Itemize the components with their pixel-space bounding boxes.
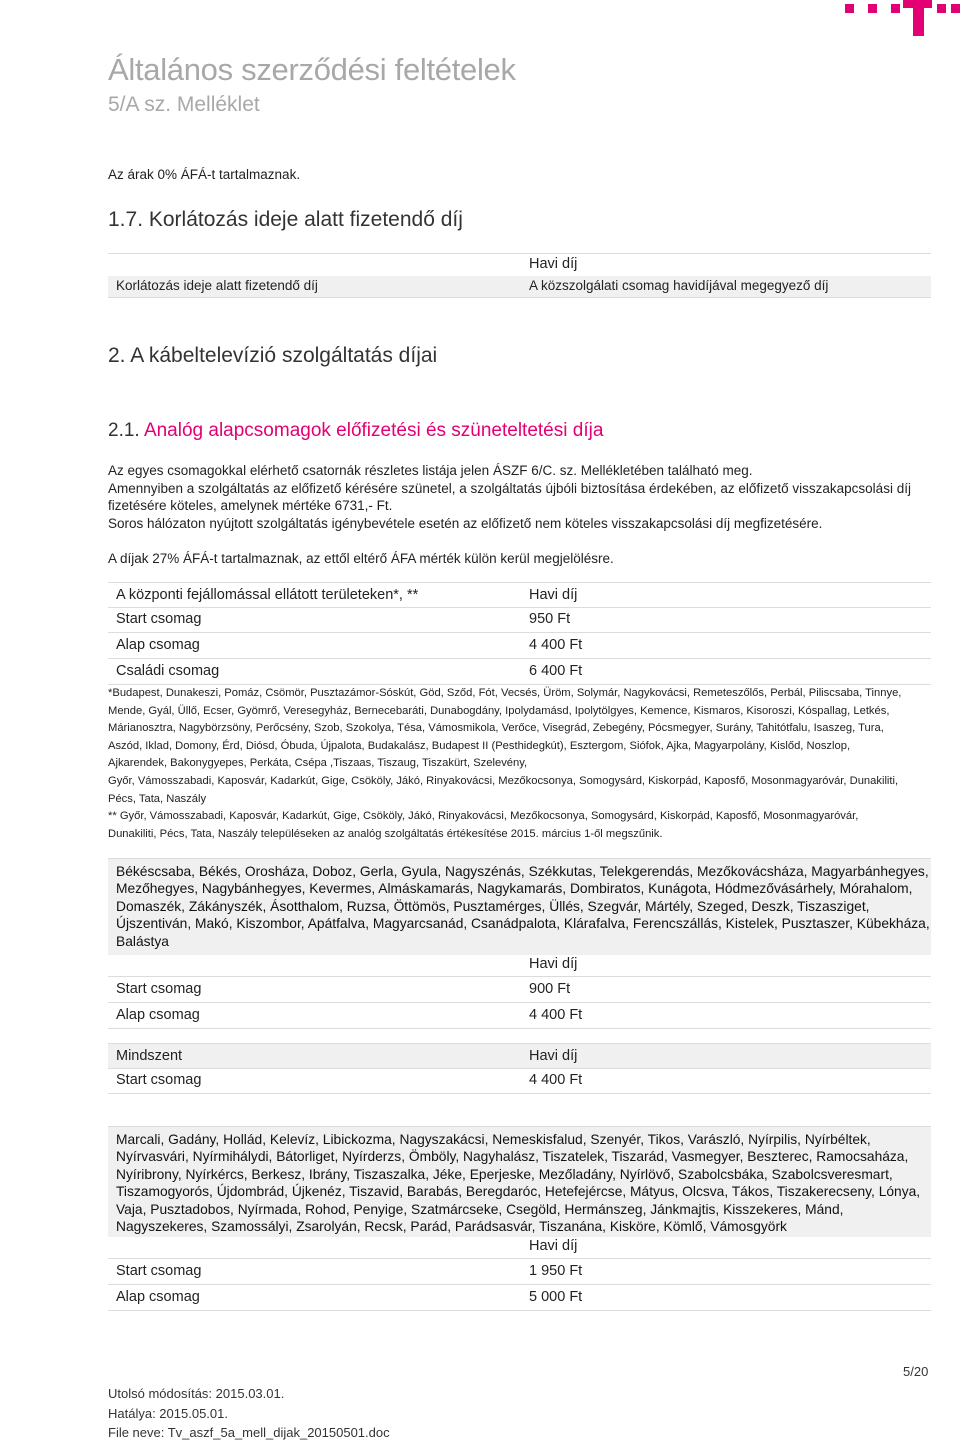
footnote-line: Győr, Vámosszabadi, Kaposvár, Kadarkút, Gige, Csököly, Jákó, Rinyakovácsi, Mezőkocsonya, Somogysárd, Kiskorpád, Kaposfő, Mosonmagyaróvár, Dunakiliti,	[108, 774, 899, 787]
section-2-heading: 2. A kábeltelevízió szolgáltatás díjai	[108, 344, 438, 367]
row-label: Start csomag	[116, 611, 202, 627]
vat-note: Az árak 0% ÁFÁ-t tartalmaznak.	[108, 167, 301, 182]
table-header-row	[108, 1043, 931, 1069]
section-1-7-heading: 1.7. Korlátozás ideje alatt fizetendő díj	[108, 208, 463, 231]
row-value: 4 400 Ft	[529, 1072, 583, 1088]
table-row	[108, 659, 931, 685]
document-title: Általános szerződési feltételek	[108, 52, 516, 87]
footer-modified: Utolsó módosítás: 2015.03.01.	[108, 1386, 285, 1401]
footnote-line: Ajkarendek, Bakonygyepes, Perkáta, Csépa ,Tiszaas, Tiszaug, Tiszakürt, Szelevény,	[108, 757, 528, 770]
row-value: 1 950 Ft	[529, 1263, 583, 1279]
page-number: 5/20	[903, 1364, 929, 1379]
row-label: Alap csomag	[116, 1007, 200, 1023]
row-value: 4 400 Ft	[529, 637, 583, 653]
footnote-line: Márianosztra, Nagybörzsöny, Perőcsény, Szob, Szokolya, Tésa, Vámosmikola, Verőce, Visegrád, Zebegény, Pócsmegyer, Surány, Tahitótfalu, Isaszeg, Tura,	[108, 722, 884, 735]
header-value: Havi díj	[529, 1048, 578, 1064]
table-row	[108, 276, 931, 298]
footnote-line: *Budapest, Dunakeszi, Pomáz, Csömör, Pusztazámor-Sóskút, Göd, Sződ, Fót, Vecsés, Üröm, Solymár, Nagykovácsi, Remeteszőlős, Perbál, Piliscsaba, Tinnye,	[108, 687, 902, 699]
header-value: Havi díj	[529, 1238, 578, 1254]
table-row	[108, 977, 931, 1003]
paragraph-serial: Soros hálózaton nyújtott szolgáltatás igénybevétele esetén az előfizető nem köteles visszakapcsolási díj megfizetésére.	[108, 516, 823, 531]
row-label: Start csomag	[116, 1072, 202, 1088]
row-label: Alap csomag	[116, 637, 200, 653]
row-label: Start csomag	[116, 1263, 202, 1279]
footnote-line: Mende, Gyál, Üllő, Ecser, Gyömrő, Veresegyház, Bernecebaráti, Dunabogdány, Ipolydamásd, Ipolytölgyes, Kemence, Kismaros, Kisoroszi, Kóspallag, Letkés,	[108, 704, 890, 717]
row-value: 4 400 Ft	[529, 1007, 583, 1023]
footer-info	[108, 1384, 390, 1443]
table-row	[108, 1068, 931, 1094]
row-label: Korlátozás ideje alatt fizetendő díj	[116, 278, 318, 293]
header-label: A központi fejállomással ellátott területeken*, **	[116, 587, 419, 603]
towns-list-bekes: Békéscsaba, Békés, Orosháza, Doboz, Gerla, Gyula, Nagyszénás, Székkutas, Telekgerendás, Mezőkovácsháza, Magyarbánhegyes, Mezőhegyes, Nagybánhegyes, Kevermes, Almáskamarás, Nagykamarás, Dombiratos, Kunágota, Hódmezővásárhely, Mórahalom, Domaszék, Zákányszék, Ásotthalom, Ruzsa, Öttömös, Pusztamérges, Üllés, Szegvár, Mártély, Szeged, Deszk, Tiszasziget, Újszentiván, Makó, Kiszombor, Apátfalva, Magyarcsanád, Csanádpalota, Klárafalva, Ferencszállás, Kistelek, Pusztaszer, Kübekháza, Balástya	[116, 864, 930, 949]
row-value: A közszolgálati csomag havidíjával megegyező díj	[529, 278, 829, 293]
footnote-line: ** Győr, Vámosszabadi, Kaposvár, Kadarkút, Gige, Csököly, Jákó, Rinyakovácsi, Mezőkocsonya, Somogysárd, Kiskorpád, Kaposfő, Mosonmagyaróvár,	[108, 810, 859, 823]
paragraph-reconnect: Amennyiben a szolgáltatás az előfizető kérésére szünetel, a szolgáltatás újbóli biztosítása érdekében, az előfizető visszakapcsolási díj fizetésére köteles, amelynek mértéke 6731,- Ft.	[108, 481, 911, 513]
table-row	[108, 633, 931, 659]
paragraph-channels: Az egyes csomagokkal elérhető csatornák részletes listája jelen ÁSZF 6/C. sz. Mellékletében található meg.	[108, 463, 753, 478]
section-2-1-heading	[108, 420, 603, 442]
footnote-star	[108, 685, 938, 843]
table-row	[108, 1259, 931, 1285]
header-label: Mindszent	[116, 1048, 183, 1064]
row-label: Alap csomag	[116, 1289, 200, 1305]
footnote-line: Dunakiliti, Pécs, Tata, Naszály településeken az analóg szolgáltatás értékesítése 2015. március 1-ől megszűnik.	[108, 827, 663, 840]
row-value: 900 Ft	[529, 981, 571, 997]
table-header-row	[108, 582, 931, 608]
footer-filename: File neve: Tv_aszf_5a_mell_dijak_20150501.doc	[108, 1425, 390, 1441]
footer-effective: Hatálya: 2015.05.01.	[108, 1405, 228, 1421]
towns-list-marcali: Marcali, Gadány, Hollád, Kelevíz, Libickozma, Nagyszakácsi, Nemeskisfalud, Szenyér, Tikos, Varászló, Nyírpilis, Nyírbéltek, Nyírvasvári, Nyírmihálydi, Bátorliget, Nyírderzs, Ömböly, Nagyhalász, Tiszatelek, Tiszarád, Vasmegyer, Beszterec, Ramocsaháza, Nyíribrony, Nyírkércs, Berkesz, Ibrány, Tiszaszalka, Jéke, Eperjeske, Mezőladány, Nyírlövő, Szabolcsbáka, Szabolcsveresmart, Tiszamogyorós, Újdombrád, Újkenéz, Tiszavid, Barabás, Beregdaróc, Hetefejércse, Mátyus, Olcsva, Tákos, Tiszakerecseny, Lónya, Vaja, Pusztadobos, Nyírmada, Rohod, Penyige, Szatmárcseke, Csegöld, Hermánszeg, Jánkmajtis, Kisszekeres, Mánd, Nagyszekeres, Szamossályi, Zsarolyán, Recsk, Parád, Parádsasvár, Tiszanána, Kisköre, Kömlő, Vámosgyörk	[116, 1132, 921, 1235]
header-value: Havi díj	[529, 956, 578, 972]
row-value: 950 Ft	[529, 611, 571, 627]
table-header-row	[108, 1236, 931, 1259]
row-label: Családi csomag	[116, 663, 220, 679]
table-row	[108, 607, 931, 633]
telekom-logo-icon	[845, 0, 960, 40]
header-value: Havi díj	[529, 587, 578, 603]
row-value: 5 000 Ft	[529, 1289, 583, 1305]
section-number: 2.1.	[108, 420, 140, 441]
table-row	[108, 1285, 931, 1311]
section-title: Analóg alapcsomagok előfizetési és szüneteltetési díja	[143, 420, 604, 441]
table-header-row	[108, 954, 931, 977]
row-label: Start csomag	[116, 981, 202, 997]
document-subtitle: 5/A sz. Melléklet	[108, 93, 260, 116]
paragraph-vat: A díjak 27% ÁFÁ-t tartalmaznak, az ettől eltérő ÁFA mérték külön kerül megjelölésre.	[108, 551, 614, 566]
footnote-line: Pécs, Tata, Naszály	[108, 792, 207, 805]
footnote-line: Aszód, Iklad, Domony, Érd, Diósd, Óbuda, Újpalota, Budakalász, Budapest II (Pesthidegkút), Esztergom, Siófok, Ajka, Magyarpolány, Kislőd, Noszlop,	[108, 739, 851, 752]
header-value: Havi díj	[529, 256, 578, 272]
row-value: 6 400 Ft	[529, 663, 583, 679]
table-row	[108, 1003, 931, 1029]
table-header-row	[108, 253, 931, 277]
